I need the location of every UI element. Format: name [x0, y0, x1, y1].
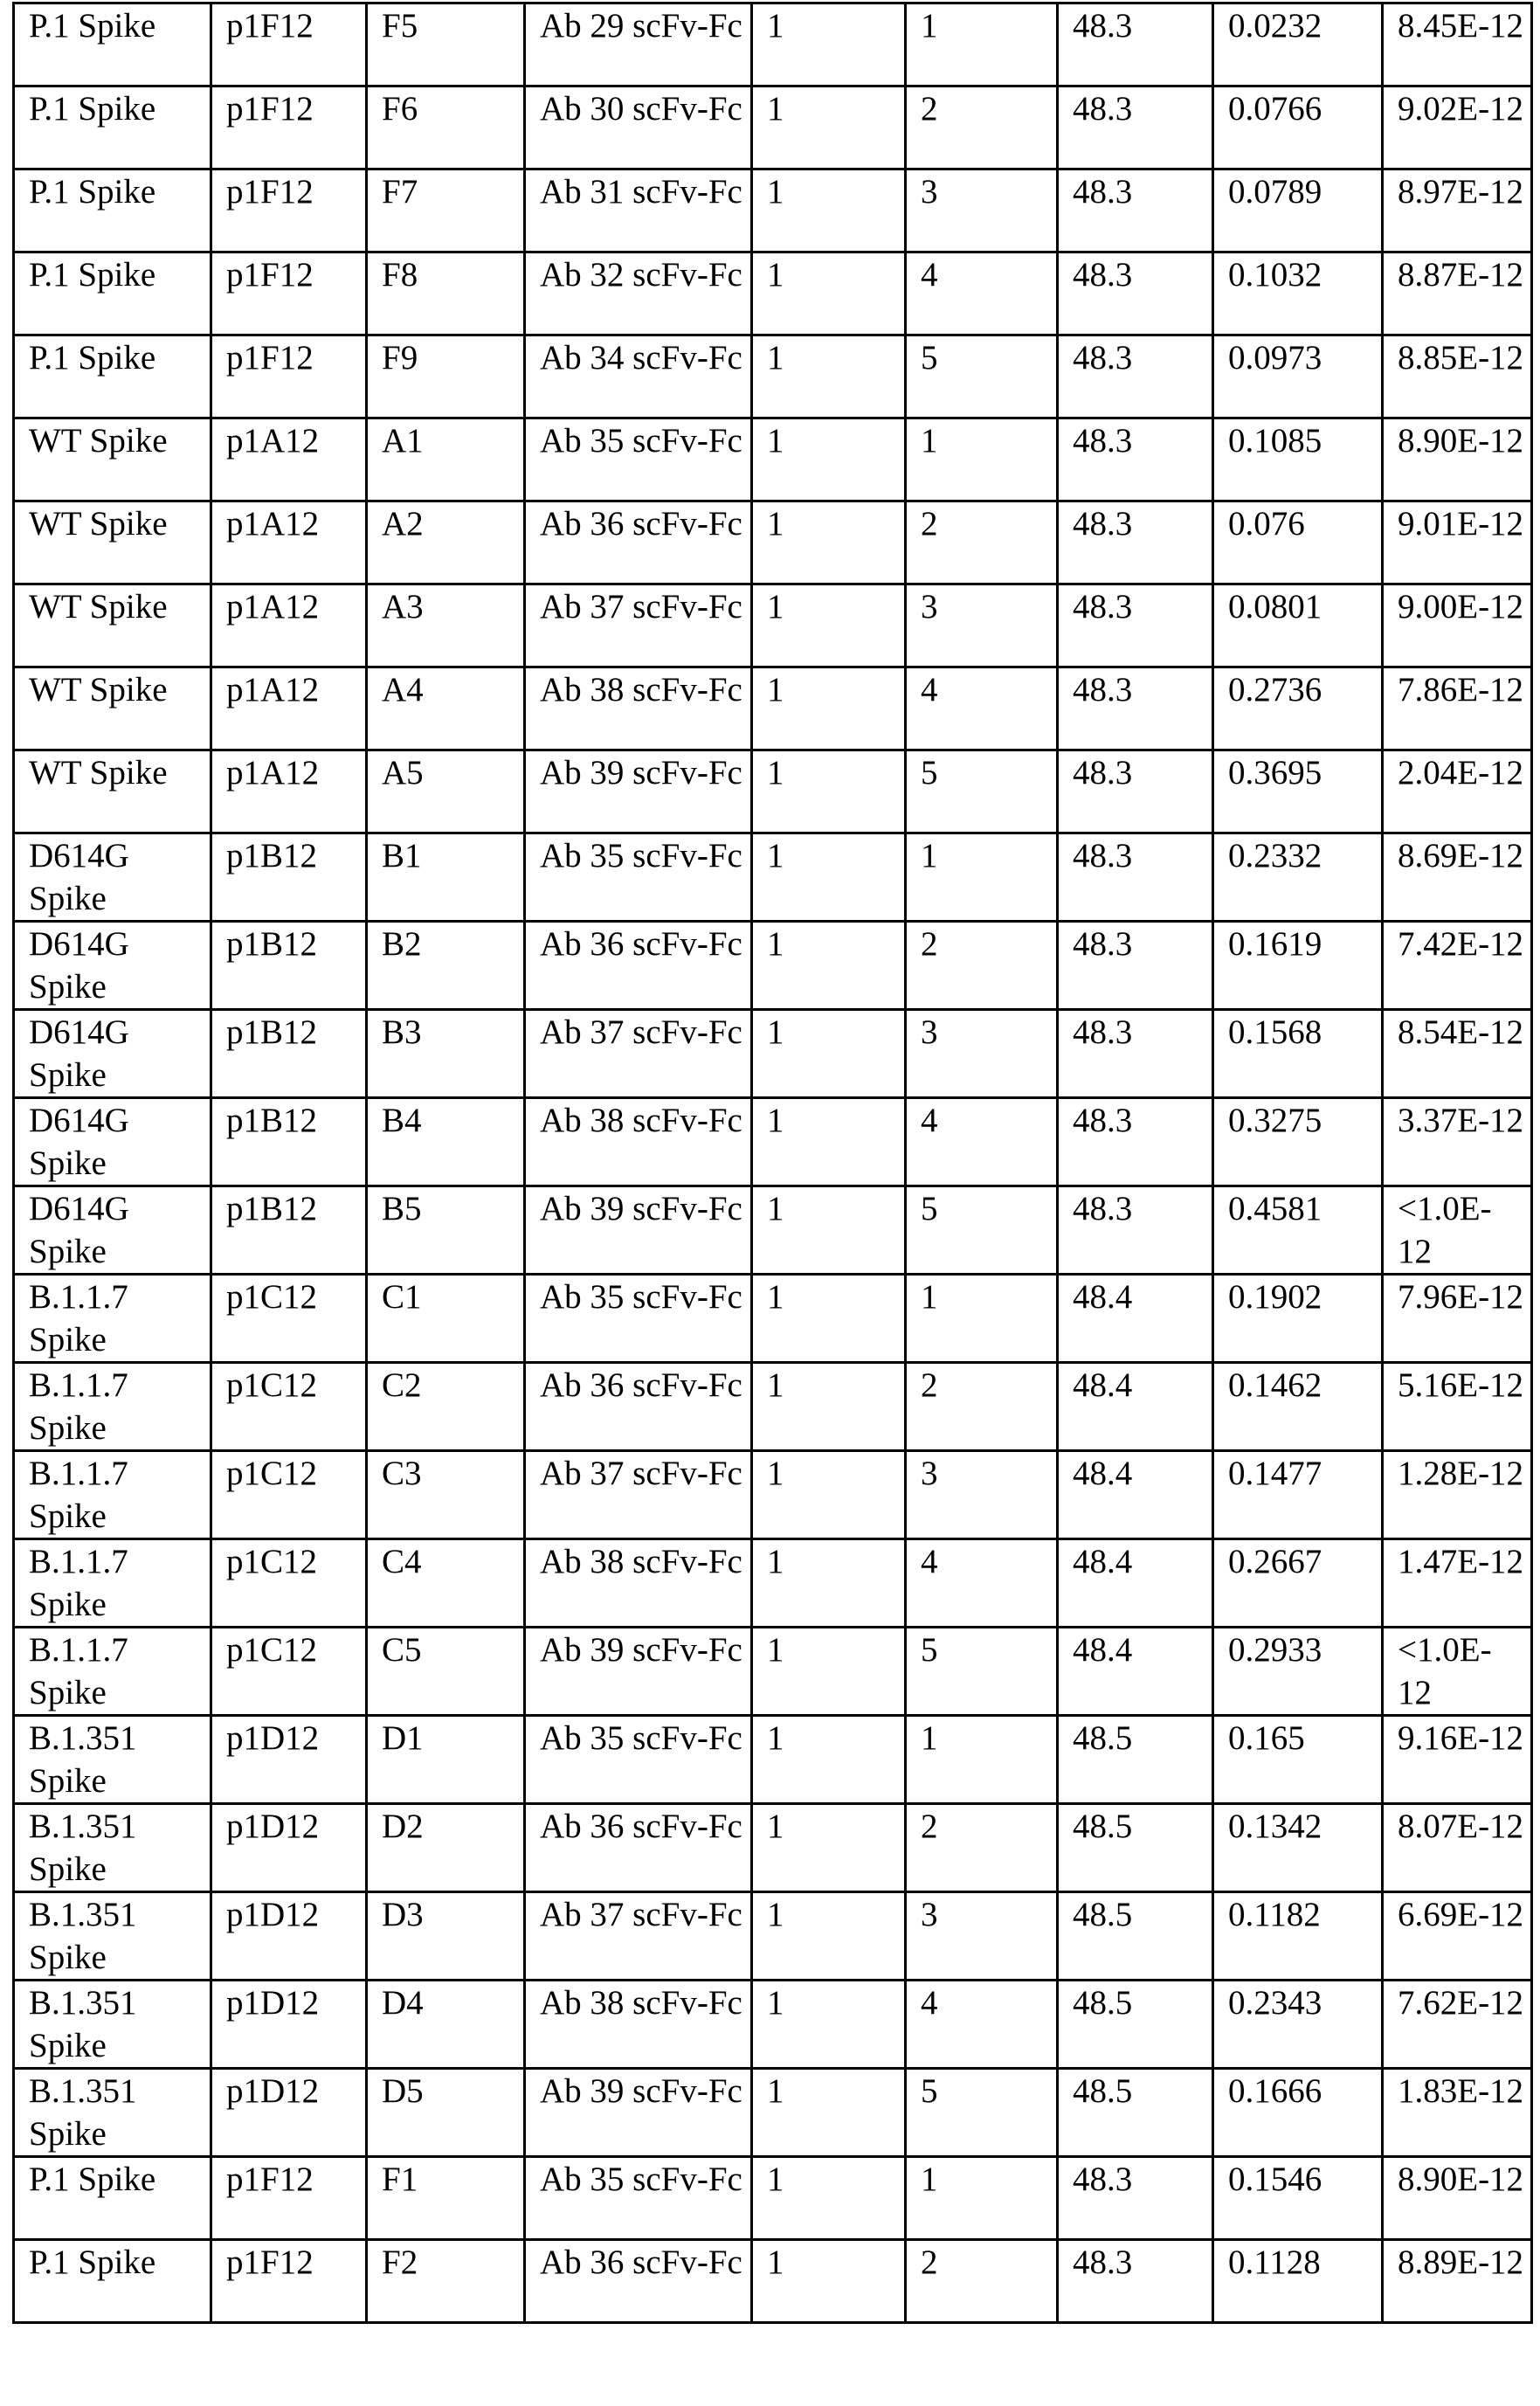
cell-tm: 48.4	[1058, 1363, 1213, 1451]
cell-plate: p1F12	[211, 169, 367, 252]
table-row	[14, 667, 1532, 750]
cell-col-5: 1	[752, 252, 906, 335]
cell-col-6: 5	[906, 750, 1058, 833]
table-row	[14, 1804, 1532, 1892]
cell-well: A2	[367, 501, 525, 584]
cell-antibody: Ab 35 scFv-Fc	[525, 2157, 752, 2240]
cell-tm: 48.3	[1058, 169, 1213, 252]
cell-col-5: 1	[752, 1186, 906, 1275]
cell-antibody: Ab 36 scFv-Fc	[525, 501, 752, 584]
cell-well: C5	[367, 1628, 525, 1716]
cell-col-5: 1	[752, 2157, 906, 2240]
cell-tm: 48.3	[1058, 2240, 1213, 2323]
cell-col-6: 4	[906, 1539, 1058, 1628]
cell-kd: 8.89E-12	[1383, 2240, 1532, 2323]
data-table	[12, 2, 1533, 2324]
cell-tm: 48.3	[1058, 335, 1213, 418]
cell-tm: 48.5	[1058, 1981, 1213, 2069]
cell-variant: P.1 Spike	[14, 86, 211, 169]
cell-kd: 8.87E-12	[1383, 252, 1532, 335]
table-row	[14, 252, 1532, 335]
cell-antibody: Ab 36 scFv-Fc	[525, 922, 752, 1010]
cell-col-5: 1	[752, 667, 906, 750]
cell-well: B4	[367, 1098, 525, 1186]
cell-well: F8	[367, 252, 525, 335]
cell-plate: p1A12	[211, 750, 367, 833]
cell-kd: 8.90E-12	[1383, 418, 1532, 501]
cell-kd: 5.16E-12	[1383, 1363, 1532, 1451]
cell-kd: 8.45E-12	[1383, 3, 1532, 86]
cell-col-6: 2	[906, 922, 1058, 1010]
cell-tm: 48.4	[1058, 1628, 1213, 1716]
cell-kd: 9.16E-12	[1383, 1716, 1532, 1804]
cell-kd: 6.69E-12	[1383, 1892, 1532, 1981]
cell-variant: D614G Spike	[14, 1098, 211, 1186]
cell-col-8: 0.1666	[1213, 2069, 1383, 2157]
cell-kd: 7.42E-12	[1383, 922, 1532, 1010]
cell-kd: 7.62E-12	[1383, 1981, 1532, 2069]
cell-variant: B.1.1.7 Spike	[14, 1451, 211, 1539]
cell-col-5: 1	[752, 2240, 906, 2323]
cell-antibody: Ab 31 scFv-Fc	[525, 169, 752, 252]
cell-variant: D614G Spike	[14, 1186, 211, 1275]
cell-kd: 8.07E-12	[1383, 1804, 1532, 1892]
cell-well: C2	[367, 1363, 525, 1451]
cell-col-8: 0.1085	[1213, 418, 1383, 501]
cell-tm: 48.3	[1058, 3, 1213, 86]
cell-col-6: 2	[906, 501, 1058, 584]
cell-kd: 7.96E-12	[1383, 1275, 1532, 1363]
cell-tm: 48.4	[1058, 1275, 1213, 1363]
cell-variant: WT Spike	[14, 418, 211, 501]
cell-col-8: 0.3275	[1213, 1098, 1383, 1186]
cell-kd: 1.28E-12	[1383, 1451, 1532, 1539]
cell-plate: p1C12	[211, 1275, 367, 1363]
cell-col-5: 1	[752, 922, 906, 1010]
cell-variant: P.1 Spike	[14, 2157, 211, 2240]
cell-plate: p1C12	[211, 1628, 367, 1716]
table-row	[14, 3, 1532, 86]
table-row	[14, 1186, 1532, 1275]
cell-col-8: 0.0766	[1213, 86, 1383, 169]
cell-antibody: Ab 35 scFv-Fc	[525, 418, 752, 501]
cell-col-8: 0.3695	[1213, 750, 1383, 833]
cell-plate: p1F12	[211, 86, 367, 169]
cell-well: B3	[367, 1010, 525, 1098]
cell-well: B5	[367, 1186, 525, 1275]
cell-plate: p1A12	[211, 418, 367, 501]
cell-plate: p1C12	[211, 1363, 367, 1451]
cell-col-5: 1	[752, 1098, 906, 1186]
table-body	[14, 3, 1532, 2323]
cell-well: F1	[367, 2157, 525, 2240]
cell-kd: 8.97E-12	[1383, 169, 1532, 252]
cell-plate: p1D12	[211, 1716, 367, 1804]
cell-col-8: 0.0801	[1213, 584, 1383, 667]
cell-col-5: 1	[752, 833, 906, 922]
cell-variant: B.1.1.7 Spike	[14, 1628, 211, 1716]
cell-antibody: Ab 38 scFv-Fc	[525, 1098, 752, 1186]
cell-variant: D614G Spike	[14, 1010, 211, 1098]
cell-col-5: 1	[752, 1628, 906, 1716]
cell-well: D3	[367, 1892, 525, 1981]
cell-col-5: 1	[752, 1804, 906, 1892]
cell-col-6: 2	[906, 1804, 1058, 1892]
cell-col-5: 1	[752, 1981, 906, 2069]
cell-col-6: 2	[906, 1363, 1058, 1451]
cell-antibody: Ab 29 scFv-Fc	[525, 3, 752, 86]
cell-col-6: 4	[906, 667, 1058, 750]
table-row	[14, 922, 1532, 1010]
cell-antibody: Ab 39 scFv-Fc	[525, 2069, 752, 2157]
cell-well: A1	[367, 418, 525, 501]
cell-tm: 48.5	[1058, 2069, 1213, 2157]
cell-col-6: 5	[906, 335, 1058, 418]
table-row	[14, 833, 1532, 922]
cell-col-6: 1	[906, 833, 1058, 922]
cell-tm: 48.3	[1058, 86, 1213, 169]
cell-antibody: Ab 35 scFv-Fc	[525, 833, 752, 922]
cell-col-8: 0.0789	[1213, 169, 1383, 252]
cell-variant: WT Spike	[14, 501, 211, 584]
cell-col-5: 1	[752, 2069, 906, 2157]
cell-col-6: 3	[906, 1010, 1058, 1098]
cell-tm: 48.3	[1058, 833, 1213, 922]
cell-antibody: Ab 37 scFv-Fc	[525, 584, 752, 667]
cell-variant: B.1.351 Spike	[14, 1981, 211, 2069]
cell-kd: 9.01E-12	[1383, 501, 1532, 584]
cell-variant: WT Spike	[14, 750, 211, 833]
cell-antibody: Ab 39 scFv-Fc	[525, 1186, 752, 1275]
cell-plate: p1B12	[211, 1186, 367, 1275]
cell-col-8: 0.1546	[1213, 2157, 1383, 2240]
cell-col-5: 1	[752, 1275, 906, 1363]
cell-col-5: 1	[752, 1892, 906, 1981]
cell-col-5: 1	[752, 750, 906, 833]
cell-well: B1	[367, 833, 525, 922]
cell-col-6: 4	[906, 1981, 1058, 2069]
table-row	[14, 750, 1532, 833]
table-row	[14, 501, 1532, 584]
cell-col-8: 0.1182	[1213, 1892, 1383, 1981]
cell-antibody: Ab 36 scFv-Fc	[525, 1804, 752, 1892]
cell-variant: D614G Spike	[14, 833, 211, 922]
cell-well: D5	[367, 2069, 525, 2157]
cell-well: A4	[367, 667, 525, 750]
table-row	[14, 1010, 1532, 1098]
cell-col-5: 1	[752, 1363, 906, 1451]
cell-well: F7	[367, 169, 525, 252]
cell-antibody: Ab 36 scFv-Fc	[525, 2240, 752, 2323]
cell-plate: p1A12	[211, 501, 367, 584]
cell-tm: 48.3	[1058, 1010, 1213, 1098]
cell-kd: 7.86E-12	[1383, 667, 1532, 750]
cell-well: F9	[367, 335, 525, 418]
cell-kd: 9.02E-12	[1383, 86, 1532, 169]
cell-col-8: 0.2332	[1213, 833, 1383, 922]
cell-antibody: Ab 37 scFv-Fc	[525, 1892, 752, 1981]
cell-tm: 48.4	[1058, 1539, 1213, 1628]
cell-plate: p1F12	[211, 3, 367, 86]
cell-col-8: 0.4581	[1213, 1186, 1383, 1275]
cell-tm: 48.3	[1058, 584, 1213, 667]
cell-col-6: 3	[906, 584, 1058, 667]
cell-kd: <1.0E-12	[1383, 1628, 1532, 1716]
cell-tm: 48.3	[1058, 252, 1213, 335]
cell-plate: p1D12	[211, 1892, 367, 1981]
cell-col-5: 1	[752, 1539, 906, 1628]
cell-antibody: Ab 38 scFv-Fc	[525, 1539, 752, 1628]
cell-tm: 48.3	[1058, 922, 1213, 1010]
cell-col-8: 0.076	[1213, 501, 1383, 584]
table-row	[14, 335, 1532, 418]
cell-tm: 48.3	[1058, 1186, 1213, 1275]
cell-plate: p1D12	[211, 2069, 367, 2157]
cell-col-8: 0.0232	[1213, 3, 1383, 86]
cell-variant: B.1.1.7 Spike	[14, 1363, 211, 1451]
cell-plate: p1F12	[211, 2240, 367, 2323]
cell-tm: 48.3	[1058, 418, 1213, 501]
cell-kd: 3.37E-12	[1383, 1098, 1532, 1186]
cell-antibody: Ab 38 scFv-Fc	[525, 1981, 752, 2069]
cell-col-8: 0.1902	[1213, 1275, 1383, 1363]
cell-variant: B.1.351 Spike	[14, 2069, 211, 2157]
cell-well: C3	[367, 1451, 525, 1539]
cell-col-5: 1	[752, 86, 906, 169]
cell-tm: 48.3	[1058, 1098, 1213, 1186]
cell-col-5: 1	[752, 335, 906, 418]
cell-kd: 8.69E-12	[1383, 833, 1532, 922]
cell-plate: p1D12	[211, 1981, 367, 2069]
cell-col-6: 3	[906, 1451, 1058, 1539]
cell-variant: P.1 Spike	[14, 3, 211, 86]
cell-tm: 48.5	[1058, 1892, 1213, 1981]
cell-col-5: 1	[752, 1716, 906, 1804]
cell-well: C4	[367, 1539, 525, 1628]
cell-plate: p1A12	[211, 667, 367, 750]
cell-antibody: Ab 39 scFv-Fc	[525, 1628, 752, 1716]
cell-kd: 2.04E-12	[1383, 750, 1532, 833]
cell-col-6: 5	[906, 2069, 1058, 2157]
cell-tm: 48.3	[1058, 2157, 1213, 2240]
cell-col-6: 1	[906, 3, 1058, 86]
cell-variant: WT Spike	[14, 667, 211, 750]
cell-antibody: Ab 36 scFv-Fc	[525, 1363, 752, 1451]
cell-plate: p1B12	[211, 1010, 367, 1098]
cell-col-8: 0.1128	[1213, 2240, 1383, 2323]
cell-well: D4	[367, 1981, 525, 2069]
table-row	[14, 1892, 1532, 1981]
cell-kd: 1.47E-12	[1383, 1539, 1532, 1628]
cell-col-8: 0.2343	[1213, 1981, 1383, 2069]
cell-plate: p1D12	[211, 1804, 367, 1892]
cell-col-5: 1	[752, 3, 906, 86]
cell-col-6: 1	[906, 418, 1058, 501]
cell-tm: 48.3	[1058, 750, 1213, 833]
cell-col-8: 0.2736	[1213, 667, 1383, 750]
cell-col-6: 5	[906, 1628, 1058, 1716]
cell-plate: p1F12	[211, 335, 367, 418]
cell-kd: 8.54E-12	[1383, 1010, 1532, 1098]
cell-antibody: Ab 39 scFv-Fc	[525, 750, 752, 833]
cell-antibody: Ab 30 scFv-Fc	[525, 86, 752, 169]
cell-well: D1	[367, 1716, 525, 1804]
cell-col-6: 2	[906, 86, 1058, 169]
cell-col-8: 0.1619	[1213, 922, 1383, 1010]
cell-well: F2	[367, 2240, 525, 2323]
cell-col-8: 0.1032	[1213, 252, 1383, 335]
table-row	[14, 169, 1532, 252]
cell-antibody: Ab 35 scFv-Fc	[525, 1275, 752, 1363]
cell-antibody: Ab 34 scFv-Fc	[525, 335, 752, 418]
cell-variant: B.1.351 Spike	[14, 1716, 211, 1804]
table-row	[14, 584, 1532, 667]
cell-col-8: 0.1568	[1213, 1010, 1383, 1098]
cell-antibody: Ab 37 scFv-Fc	[525, 1451, 752, 1539]
cell-col-8: 0.0973	[1213, 335, 1383, 418]
cell-plate: p1B12	[211, 833, 367, 922]
cell-well: C1	[367, 1275, 525, 1363]
cell-kd: 1.83E-12	[1383, 2069, 1532, 2157]
cell-variant: D614G Spike	[14, 922, 211, 1010]
table-row	[14, 1275, 1532, 1363]
cell-antibody: Ab 35 scFv-Fc	[525, 1716, 752, 1804]
cell-variant: WT Spike	[14, 584, 211, 667]
cell-variant: P.1 Spike	[14, 2240, 211, 2323]
cell-plate: p1F12	[211, 252, 367, 335]
cell-variant: P.1 Spike	[14, 335, 211, 418]
table-row	[14, 1981, 1532, 2069]
cell-variant: B.1.1.7 Spike	[14, 1275, 211, 1363]
table-row	[14, 2157, 1532, 2240]
cell-plate: p1F12	[211, 2157, 367, 2240]
cell-col-8: 0.1477	[1213, 1451, 1383, 1539]
cell-well: B2	[367, 922, 525, 1010]
cell-well: A5	[367, 750, 525, 833]
table-row	[14, 1628, 1532, 1716]
cell-plate: p1B12	[211, 922, 367, 1010]
cell-tm: 48.5	[1058, 1804, 1213, 1892]
cell-well: F6	[367, 86, 525, 169]
cell-tm: 48.4	[1058, 1451, 1213, 1539]
table-row	[14, 2069, 1532, 2157]
cell-variant: B.1.1.7 Spike	[14, 1539, 211, 1628]
cell-well: D2	[367, 1804, 525, 1892]
cell-col-6: 4	[906, 1098, 1058, 1186]
cell-variant: P.1 Spike	[14, 169, 211, 252]
cell-col-6: 5	[906, 1186, 1058, 1275]
cell-antibody: Ab 37 scFv-Fc	[525, 1010, 752, 1098]
cell-col-6: 2	[906, 2240, 1058, 2323]
cell-kd: 9.00E-12	[1383, 584, 1532, 667]
cell-col-8: 0.2667	[1213, 1539, 1383, 1628]
cell-col-5: 1	[752, 169, 906, 252]
cell-plate: p1A12	[211, 584, 367, 667]
cell-col-6: 4	[906, 252, 1058, 335]
cell-plate: p1C12	[211, 1451, 367, 1539]
cell-kd: 8.90E-12	[1383, 2157, 1532, 2240]
table-row	[14, 1363, 1532, 1451]
cell-col-6: 1	[906, 2157, 1058, 2240]
cell-well: A3	[367, 584, 525, 667]
table-row	[14, 1539, 1532, 1628]
cell-antibody: Ab 38 scFv-Fc	[525, 667, 752, 750]
cell-col-8: 0.1342	[1213, 1804, 1383, 1892]
cell-tm: 48.3	[1058, 667, 1213, 750]
table-row	[14, 2240, 1532, 2323]
cell-tm: 48.3	[1058, 501, 1213, 584]
table-row	[14, 86, 1532, 169]
cell-antibody: Ab 32 scFv-Fc	[525, 252, 752, 335]
table-row	[14, 1716, 1532, 1804]
cell-col-6: 3	[906, 1892, 1058, 1981]
cell-col-5: 1	[752, 1010, 906, 1098]
cell-col-5: 1	[752, 418, 906, 501]
cell-col-8: 0.2933	[1213, 1628, 1383, 1716]
cell-kd: 8.85E-12	[1383, 335, 1532, 418]
cell-col-6: 1	[906, 1716, 1058, 1804]
cell-col-8: 0.165	[1213, 1716, 1383, 1804]
cell-col-6: 3	[906, 169, 1058, 252]
cell-tm: 48.5	[1058, 1716, 1213, 1804]
cell-col-5: 1	[752, 1451, 906, 1539]
table-row	[14, 418, 1532, 501]
cell-col-5: 1	[752, 501, 906, 584]
cell-kd: <1.0E-12	[1383, 1186, 1532, 1275]
cell-plate: p1B12	[211, 1098, 367, 1186]
table-row	[14, 1451, 1532, 1539]
cell-variant: P.1 Spike	[14, 252, 211, 335]
cell-col-8: 0.1462	[1213, 1363, 1383, 1451]
cell-col-6: 1	[906, 1275, 1058, 1363]
cell-plate: p1C12	[211, 1539, 367, 1628]
table-row	[14, 1098, 1532, 1186]
cell-variant: B.1.351 Spike	[14, 1892, 211, 1981]
cell-well: F5	[367, 3, 525, 86]
cell-variant: B.1.351 Spike	[14, 1804, 211, 1892]
cell-col-5: 1	[752, 584, 906, 667]
